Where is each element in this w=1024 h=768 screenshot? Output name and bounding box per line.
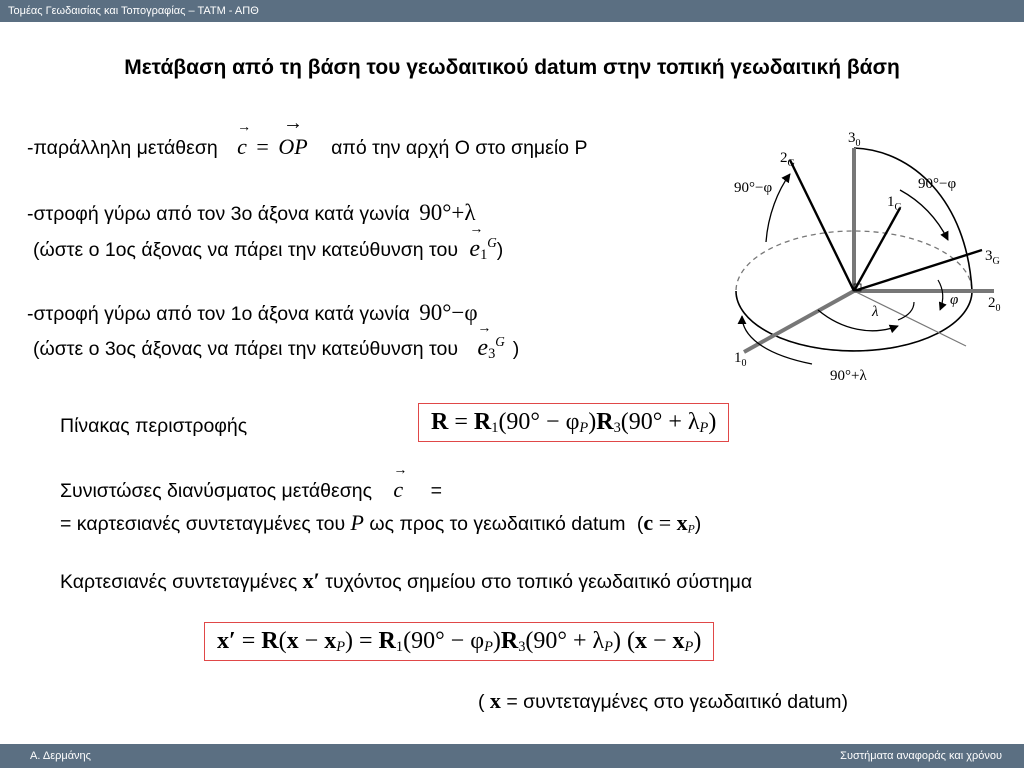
rotation-matrix-label: Πίνακας περιστροφής (60, 415, 248, 437)
arc-lambda (898, 302, 914, 320)
local-coords-line: Καρτεσιανές συντεταγμένες x′ τυχόντος σημείου στο τοπικό γεωδαιτικό σύστημα (60, 568, 753, 593)
rot3-note (33, 222, 504, 264)
angle-label-right: 90°−φ (918, 176, 957, 192)
rot1-text: -στροφή γύρω από τον 1ο άξονα κατά γωνία (27, 303, 410, 325)
phi-label: φ (950, 292, 959, 308)
translation-line (27, 112, 588, 160)
main-formula: $x' = R(x - x_P) = R_1(90^\circ - \varphi_P)R_3(90^\circ + \lambda_P)$ $(x - x_P)$ (204, 622, 714, 661)
footer-author: Α. Δερμάνης (30, 750, 91, 762)
e1G-symbol: → $e_1^G$ (469, 222, 497, 264)
footer-bar (0, 744, 1024, 768)
header-bar (0, 0, 1024, 22)
rot3-angle: 90°+λ (419, 200, 476, 225)
translation-components-line2: = καρτεσιανές συντεταγμένες του P ως προς το γεωδαιτικό datum $(c = x_P)$ (60, 510, 702, 536)
rot1-note (33, 321, 520, 363)
label-2-G: $2_G$ (780, 150, 795, 169)
footer-course: Συστήματα αναφοράς και χρόνου (840, 750, 1002, 762)
header-title: Τομέας Γεωδαισίας και Τοπογραφίας – ΤΑΤΜ - ΑΠΘ (8, 5, 259, 17)
translation-prefix: -παράλληλη μετάθεση (27, 137, 218, 159)
base-ellipse-front (736, 291, 972, 351)
axis-1-0 (744, 291, 854, 352)
arrow-lambda (818, 310, 898, 331)
rot3-note-text: (ώστε ο 1ος άξονας να πάρει την κατεύθυνση του (33, 239, 458, 262)
angle-label-left: 90°−φ (734, 180, 773, 196)
translation-components-line1: Συνιστώσες διανύσματος μετάθεσης → c = (60, 463, 442, 502)
label-1-G: $1_G$ (887, 194, 902, 213)
rot1-note-close: ) (512, 338, 520, 361)
e3G-symbol: → $e_3^G$ (477, 321, 505, 363)
rot3-note-close: ) (496, 239, 504, 262)
arrow-right (900, 190, 948, 240)
rot1-note-text: (ώστε ο 3ος άξονας να πάρει την κατεύθυνση του (33, 338, 458, 361)
rotation-diagram (722, 120, 1012, 382)
translation-formula: → c = → OP (237, 112, 308, 159)
label-3-G: $3_G$ (985, 248, 1000, 267)
arrow-phi (938, 280, 943, 310)
slide-title: Μετάβαση από τη βάση του γεωδαιτικού datum στην τοπική γεωδαιτική βάση (124, 56, 900, 79)
rotation-matrix-formula: $R = R_1(90^\circ - \varphi_P)R_3(90^\circ + \lambda_P)$ (418, 403, 729, 442)
label-1-0: $1_0$ (734, 350, 747, 369)
label-2-0: $2_0$ (988, 295, 1001, 314)
rot1-line (27, 300, 478, 326)
arrow-bottom (742, 316, 812, 364)
angle-label-bottom: 90°+λ (830, 368, 867, 382)
translation-suffix: από την αρχή O στο σημείο P (331, 137, 588, 159)
label-3-0: $3_0$ (848, 130, 861, 149)
axis-2-G (790, 160, 854, 291)
footnote: ( x = συντεταγμένες στο γεωδαιτικό datum) (478, 688, 848, 713)
meridian-arc (854, 148, 972, 291)
rot3-line (27, 200, 476, 226)
lambda-label: λ (872, 304, 879, 320)
rot1-angle: 90°−φ (419, 300, 478, 325)
c-vector: → c (237, 120, 252, 159)
rot3-text: -στροφή γύρω από τον 3ο άξονα κατά γωνία (27, 203, 410, 225)
op-vector: → OP (278, 112, 308, 159)
